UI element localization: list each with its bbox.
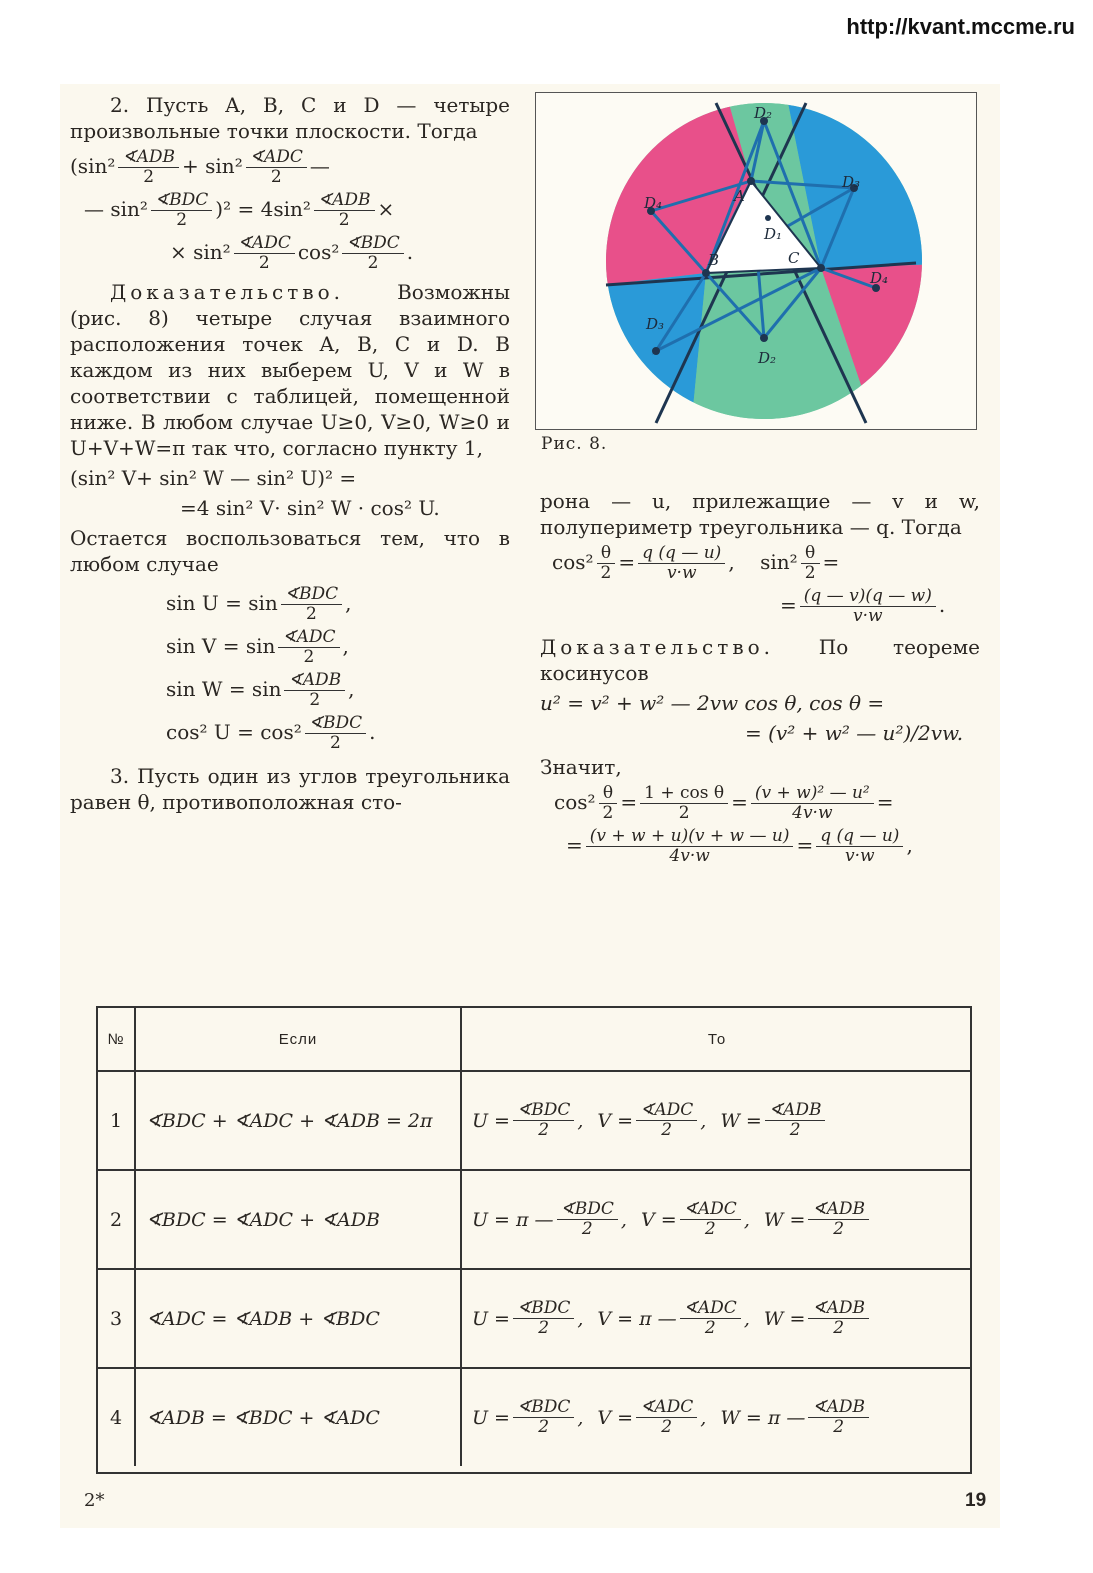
row-result: U = π — $\frac{\text{∢BDC}}{2}$ , V = $\frac{\text{∢ADC}}{2}$ , W = $\frac{\text{∢ADB}}{2}$ bbox=[464, 1171, 970, 1268]
row-number: 1 bbox=[98, 1072, 136, 1169]
row-number: 4 bbox=[98, 1369, 136, 1466]
fraction: $\frac{\text{∢ADC}}{2}$ bbox=[246, 148, 307, 187]
figure-caption: Рис. 8. bbox=[541, 434, 608, 454]
equation-1: (sin² V+ sin² W — sin² U)² = bbox=[70, 466, 357, 490]
row-condition: ∢ADC = ∢ADB + ∢BDC bbox=[136, 1270, 462, 1367]
fraction: $\frac{\text{∢BDC}}{2}$ bbox=[151, 191, 212, 230]
header-if: Если bbox=[136, 1008, 462, 1070]
label-d1: D₁ bbox=[764, 225, 783, 243]
item-3-statement: 3. Пусть один из углов треугольника равен θ, противоположная сто- bbox=[70, 764, 510, 814]
paragraph-remains: Остается воспользоваться тем, что в любом случае bbox=[70, 526, 510, 576]
half-angle-formula-2: = $\frac{(q — v)(q — w)}{v\cdot w}$ . bbox=[780, 586, 946, 626]
sine-equalities bbox=[70, 585, 510, 753]
table-row bbox=[98, 1171, 970, 1270]
label-c: C bbox=[788, 249, 800, 267]
label-b: B bbox=[708, 251, 720, 269]
derivation-line-1: cos² $\frac{\theta}{2}$ = $\frac{\text{1 + cos θ}}{2}$ = $\frac{\text{(v + w)² — u²}}{4v\cdot w}$ = bbox=[554, 783, 894, 823]
formula-line-1: (sin² $\frac{\text{∢ADB}}{2}$ + sin² $\frac{\text{∢ADC}}{2}$ — bbox=[70, 147, 330, 187]
proof-paragraph: Доказательство. Возможны (рис. 8) четыре случая взаимного расположения точек A, B, C и D. В каждом из них выберем U, V и W в соответствии с таблицей, помещенной ниже. В любом случае U≥0, V≥0, W≥0 и U+V+W=π так что, согласно пункту 1, bbox=[70, 280, 510, 460]
fraction: $\frac{\text{∢ADB}}{2}$ bbox=[118, 148, 179, 187]
row-number: 2 bbox=[98, 1171, 136, 1268]
proof-heading: Доказательство. bbox=[110, 280, 344, 304]
row-condition: ∢ADB = ∢BDC + ∢ADC bbox=[136, 1369, 462, 1466]
label-d3-left: D₃ bbox=[646, 315, 665, 333]
sin-w-equation: sin W = sin $\frac{\text{∢ADB}}{2}$ , bbox=[166, 670, 355, 710]
formula-line-2: — sin² $\frac{\text{∢BDC}}{2}$ )² = 4sin² $\frac{\text{∢ADB}}{2}$ × bbox=[84, 190, 395, 230]
row-result: U = $\frac{\text{∢BDC}}{2}$ , V = $\frac{\text{∢ADC}}{2}$ , W = π — $\frac{\text{∢ADB}}{2}$ bbox=[464, 1369, 970, 1466]
row-number: 3 bbox=[98, 1270, 136, 1367]
figure-8-drawing bbox=[536, 93, 976, 429]
derivation-line-2: = $\frac{(v + w + u)(v + w — u)}{4v\cdot w}$ = $\frac{q (q — u)}{v\cdot w}$ , bbox=[566, 826, 913, 866]
cosine-law: u² = v² + w² — 2vw cos θ, cos θ = bbox=[540, 691, 885, 715]
label-d2-top: D₂ bbox=[754, 104, 773, 122]
fraction: $\frac{\text{∢ADB}}{2}$ bbox=[314, 191, 375, 230]
page-number: 19 bbox=[965, 1490, 987, 1511]
cos-u-equation: cos² U = cos² $\frac{\text{∢BDC}}{2}$ . bbox=[166, 713, 376, 753]
table-row bbox=[98, 1369, 970, 1466]
figure-8 bbox=[535, 92, 977, 430]
therefore-word: Значит, bbox=[540, 755, 622, 779]
label-a: A bbox=[734, 187, 745, 205]
source-url[interactable]: http://kvant.mccme.ru bbox=[846, 14, 1075, 39]
left-column bbox=[70, 92, 510, 815]
row-result: U = $\frac{\text{∢BDC}}{2}$ , V = $\frac{\text{∢ADC}}{2}$ , W = $\frac{\text{∢ADB}}{2}$ bbox=[464, 1072, 970, 1169]
label-d4-right: D₄ bbox=[870, 269, 889, 287]
sin-u-equation: sin U = sin $\frac{\text{∢BDC}}{2}$ , bbox=[166, 584, 352, 624]
item-3-continuation: рона — u, прилежащие — v и w, полупериметр треугольника — q. Тогда bbox=[540, 489, 981, 539]
header-number: № bbox=[98, 1008, 136, 1070]
table-row bbox=[98, 1270, 970, 1369]
table-header-row bbox=[98, 1008, 970, 1072]
cosine-expression: = (v² + w² — u²)/2vw. bbox=[745, 721, 964, 745]
proof-paragraph-right: Доказательство. По теореме косинусов bbox=[540, 635, 980, 685]
signature-mark: 2* bbox=[84, 1490, 105, 1511]
cases-table bbox=[96, 1006, 972, 1474]
region-blueL bbox=[536, 273, 706, 429]
formula-line-3: × sin² $\frac{\text{∢ADC}}{2}$ cos² $\frac{\text{∢BDC}}{2}$ . bbox=[170, 233, 414, 273]
table-row bbox=[98, 1072, 970, 1171]
row-condition: ∢BDC + ∢ADC + ∢ADB = 2π bbox=[136, 1072, 462, 1169]
label-d3-right: D₃ bbox=[842, 173, 861, 191]
fraction: $\frac{\text{∢BDC}}{2}$ bbox=[342, 234, 403, 273]
item-2-statement: 2. Пусть A, B, C и D — четыре произвольные точки плоскости. Тогда bbox=[70, 93, 510, 143]
fraction: $\frac{\text{∢ADC}}{2}$ bbox=[234, 234, 295, 273]
right-column bbox=[540, 488, 980, 870]
header-then: То bbox=[707, 1030, 727, 1048]
equation-2: =4 sin² V· sin² W · cos² U. bbox=[180, 496, 440, 520]
row-condition: ∢BDC = ∢ADC + ∢ADB bbox=[136, 1171, 462, 1268]
label-d4-left: D₄ bbox=[644, 194, 663, 212]
row-result: U = $\frac{\text{∢BDC}}{2}$ , V = π — $\frac{\text{∢ADC}}{2}$ , W = $\frac{\text{∢ADB}}{2}$ bbox=[464, 1270, 970, 1367]
label-d2-bottom: D₂ bbox=[758, 349, 777, 367]
half-angle-formula-1: cos² $\frac{\theta}{2}$ = $\frac{q (q — u)}{v\cdot w}$ , sin² $\frac{\theta}{2}$ = bbox=[552, 543, 840, 583]
proof-heading-right: Доказательство. bbox=[540, 635, 774, 659]
sin-v-equation: sin V = sin $\frac{\text{∢ADC}}{2}$ , bbox=[166, 627, 349, 667]
